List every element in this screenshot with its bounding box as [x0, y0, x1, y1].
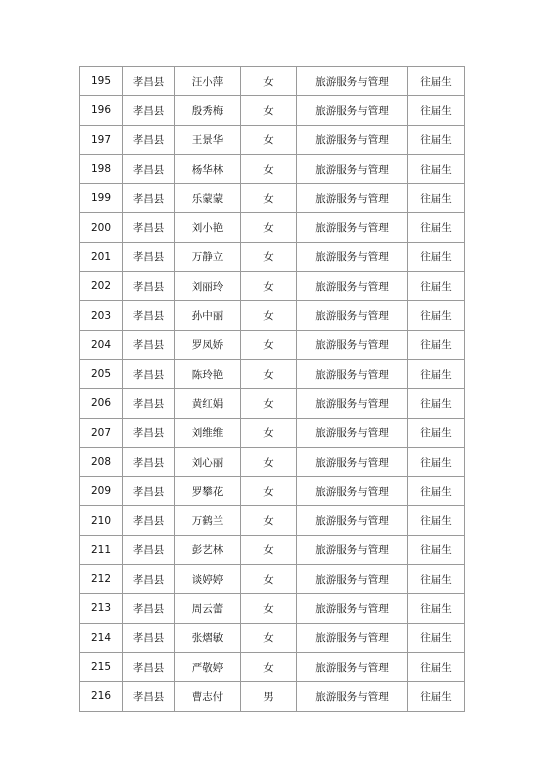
major-cell: 旅游服务与管理: [297, 125, 408, 154]
row-number-cell: 203: [80, 301, 123, 330]
major-cell: 旅游服务与管理: [297, 594, 408, 623]
major-cell: 旅游服务与管理: [297, 565, 408, 594]
major-cell: 旅游服务与管理: [297, 272, 408, 301]
student-table-body: [80, 67, 465, 712]
student-type-cell: 往届生: [408, 389, 465, 418]
student-name-cell: 罗攀花: [175, 477, 241, 506]
row-number-cell: 216: [80, 682, 123, 711]
gender-cell: 女: [241, 96, 297, 125]
major-cell: 旅游服务与管理: [297, 389, 408, 418]
county-cell: 孝昌县: [123, 154, 175, 183]
row-number-cell: 197: [80, 125, 123, 154]
student-type-cell: 往届生: [408, 330, 465, 359]
major-cell: 旅游服务与管理: [297, 96, 408, 125]
student-name-cell: 黄红娟: [175, 389, 241, 418]
row-number-cell: 208: [80, 447, 123, 476]
row-number-cell: 214: [80, 623, 123, 652]
major-cell: 旅游服务与管理: [297, 506, 408, 535]
gender-cell: 女: [241, 330, 297, 359]
student-name-cell: 刘丽玲: [175, 272, 241, 301]
gender-cell: 女: [241, 506, 297, 535]
table-row: [80, 184, 465, 213]
table-row: [80, 272, 465, 301]
student-name-cell: 彭艺林: [175, 535, 241, 564]
student-name-cell: 孙中丽: [175, 301, 241, 330]
major-cell: 旅游服务与管理: [297, 301, 408, 330]
student-name-cell: 万静立: [175, 242, 241, 271]
student-type-cell: 往届生: [408, 301, 465, 330]
student-name-cell: 殷秀梅: [175, 96, 241, 125]
table-row: [80, 506, 465, 535]
row-number-cell: 209: [80, 477, 123, 506]
county-cell: 孝昌县: [123, 184, 175, 213]
major-cell: 旅游服务与管理: [297, 67, 408, 96]
county-cell: 孝昌县: [123, 125, 175, 154]
major-cell: 旅游服务与管理: [297, 184, 408, 213]
gender-cell: 女: [241, 184, 297, 213]
table-row: [80, 96, 465, 125]
gender-cell: 女: [241, 213, 297, 242]
row-number-cell: 204: [80, 330, 123, 359]
row-number-cell: 202: [80, 272, 123, 301]
major-cell: 旅游服务与管理: [297, 447, 408, 476]
student-type-cell: 往届生: [408, 242, 465, 271]
student-name-cell: 乐蒙蒙: [175, 184, 241, 213]
gender-cell: 女: [241, 125, 297, 154]
major-cell: 旅游服务与管理: [297, 682, 408, 711]
row-number-cell: 210: [80, 506, 123, 535]
student-type-cell: 往届生: [408, 96, 465, 125]
county-cell: 孝昌县: [123, 96, 175, 125]
student-type-cell: 往届生: [408, 184, 465, 213]
student-name-cell: 王景华: [175, 125, 241, 154]
county-cell: 孝昌县: [123, 418, 175, 447]
major-cell: 旅游服务与管理: [297, 330, 408, 359]
table-row: [80, 389, 465, 418]
row-number-cell: 198: [80, 154, 123, 183]
county-cell: 孝昌县: [123, 67, 175, 96]
gender-cell: 女: [241, 301, 297, 330]
student-type-cell: 往届生: [408, 125, 465, 154]
table-row: [80, 213, 465, 242]
table-row: [80, 682, 465, 711]
table-row: [80, 623, 465, 652]
row-number-cell: 215: [80, 652, 123, 681]
table-row: [80, 565, 465, 594]
row-number-cell: 213: [80, 594, 123, 623]
gender-cell: 女: [241, 594, 297, 623]
table-row: [80, 535, 465, 564]
major-cell: 旅游服务与管理: [297, 154, 408, 183]
county-cell: 孝昌县: [123, 213, 175, 242]
student-type-cell: 往届生: [408, 535, 465, 564]
student-type-cell: 往届生: [408, 359, 465, 388]
table-row: [80, 154, 465, 183]
row-number-cell: 211: [80, 535, 123, 564]
table-row: [80, 418, 465, 447]
county-cell: 孝昌县: [123, 652, 175, 681]
table-row: [80, 301, 465, 330]
student-name-cell: 严敬婷: [175, 652, 241, 681]
county-cell: 孝昌县: [123, 242, 175, 271]
student-type-cell: 往届生: [408, 418, 465, 447]
major-cell: 旅游服务与管理: [297, 477, 408, 506]
student-name-cell: 刘小艳: [175, 213, 241, 242]
student-type-cell: 往届生: [408, 506, 465, 535]
row-number-cell: 205: [80, 359, 123, 388]
county-cell: 孝昌县: [123, 301, 175, 330]
gender-cell: 女: [241, 477, 297, 506]
student-list-page: [79, 66, 464, 712]
row-number-cell: 200: [80, 213, 123, 242]
county-cell: 孝昌县: [123, 359, 175, 388]
gender-cell: 女: [241, 154, 297, 183]
county-cell: 孝昌县: [123, 330, 175, 359]
gender-cell: 女: [241, 623, 297, 652]
county-cell: 孝昌县: [123, 535, 175, 564]
row-number-cell: 212: [80, 565, 123, 594]
row-number-cell: 195: [80, 67, 123, 96]
student-type-cell: 往届生: [408, 154, 465, 183]
row-number-cell: 196: [80, 96, 123, 125]
student-name-cell: 万鹤兰: [175, 506, 241, 535]
gender-cell: 女: [241, 67, 297, 96]
student-name-cell: 周云蕾: [175, 594, 241, 623]
student-type-cell: 往届生: [408, 652, 465, 681]
table-row: [80, 447, 465, 476]
major-cell: 旅游服务与管理: [297, 652, 408, 681]
county-cell: 孝昌县: [123, 477, 175, 506]
table-row: [80, 359, 465, 388]
student-type-cell: 往届生: [408, 565, 465, 594]
table-row: [80, 477, 465, 506]
table-row: [80, 594, 465, 623]
student-type-cell: 往届生: [408, 594, 465, 623]
major-cell: 旅游服务与管理: [297, 418, 408, 447]
table-row: [80, 242, 465, 271]
student-name-cell: 杨华林: [175, 154, 241, 183]
county-cell: 孝昌县: [123, 623, 175, 652]
student-type-cell: 往届生: [408, 67, 465, 96]
major-cell: 旅游服务与管理: [297, 535, 408, 564]
student-name-cell: 罗凤娇: [175, 330, 241, 359]
gender-cell: 女: [241, 359, 297, 388]
gender-cell: 女: [241, 242, 297, 271]
row-number-cell: 207: [80, 418, 123, 447]
county-cell: 孝昌县: [123, 565, 175, 594]
student-table: [79, 66, 465, 712]
table-row: [80, 67, 465, 96]
county-cell: 孝昌县: [123, 594, 175, 623]
major-cell: 旅游服务与管理: [297, 359, 408, 388]
gender-cell: 女: [241, 535, 297, 564]
student-name-cell: 曹志付: [175, 682, 241, 711]
gender-cell: 女: [241, 272, 297, 301]
student-name-cell: 张熠敏: [175, 623, 241, 652]
major-cell: 旅游服务与管理: [297, 242, 408, 271]
student-name-cell: 刘维维: [175, 418, 241, 447]
gender-cell: 女: [241, 652, 297, 681]
table-row: [80, 125, 465, 154]
row-number-cell: 199: [80, 184, 123, 213]
gender-cell: 女: [241, 418, 297, 447]
county-cell: 孝昌县: [123, 272, 175, 301]
major-cell: 旅游服务与管理: [297, 623, 408, 652]
student-type-cell: 往届生: [408, 213, 465, 242]
student-type-cell: 往届生: [408, 272, 465, 301]
table-row: [80, 652, 465, 681]
county-cell: 孝昌县: [123, 447, 175, 476]
student-type-cell: 往届生: [408, 447, 465, 476]
student-type-cell: 往届生: [408, 682, 465, 711]
table-row: [80, 330, 465, 359]
county-cell: 孝昌县: [123, 682, 175, 711]
student-type-cell: 往届生: [408, 623, 465, 652]
county-cell: 孝昌县: [123, 506, 175, 535]
county-cell: 孝昌县: [123, 389, 175, 418]
major-cell: 旅游服务与管理: [297, 213, 408, 242]
student-name-cell: 谈婷婷: [175, 565, 241, 594]
student-name-cell: 刘心丽: [175, 447, 241, 476]
student-name-cell: 陈玲艳: [175, 359, 241, 388]
gender-cell: 女: [241, 389, 297, 418]
row-number-cell: 206: [80, 389, 123, 418]
row-number-cell: 201: [80, 242, 123, 271]
gender-cell: 男: [241, 682, 297, 711]
gender-cell: 女: [241, 447, 297, 476]
student-name-cell: 汪小萍: [175, 67, 241, 96]
student-type-cell: 往届生: [408, 477, 465, 506]
gender-cell: 女: [241, 565, 297, 594]
